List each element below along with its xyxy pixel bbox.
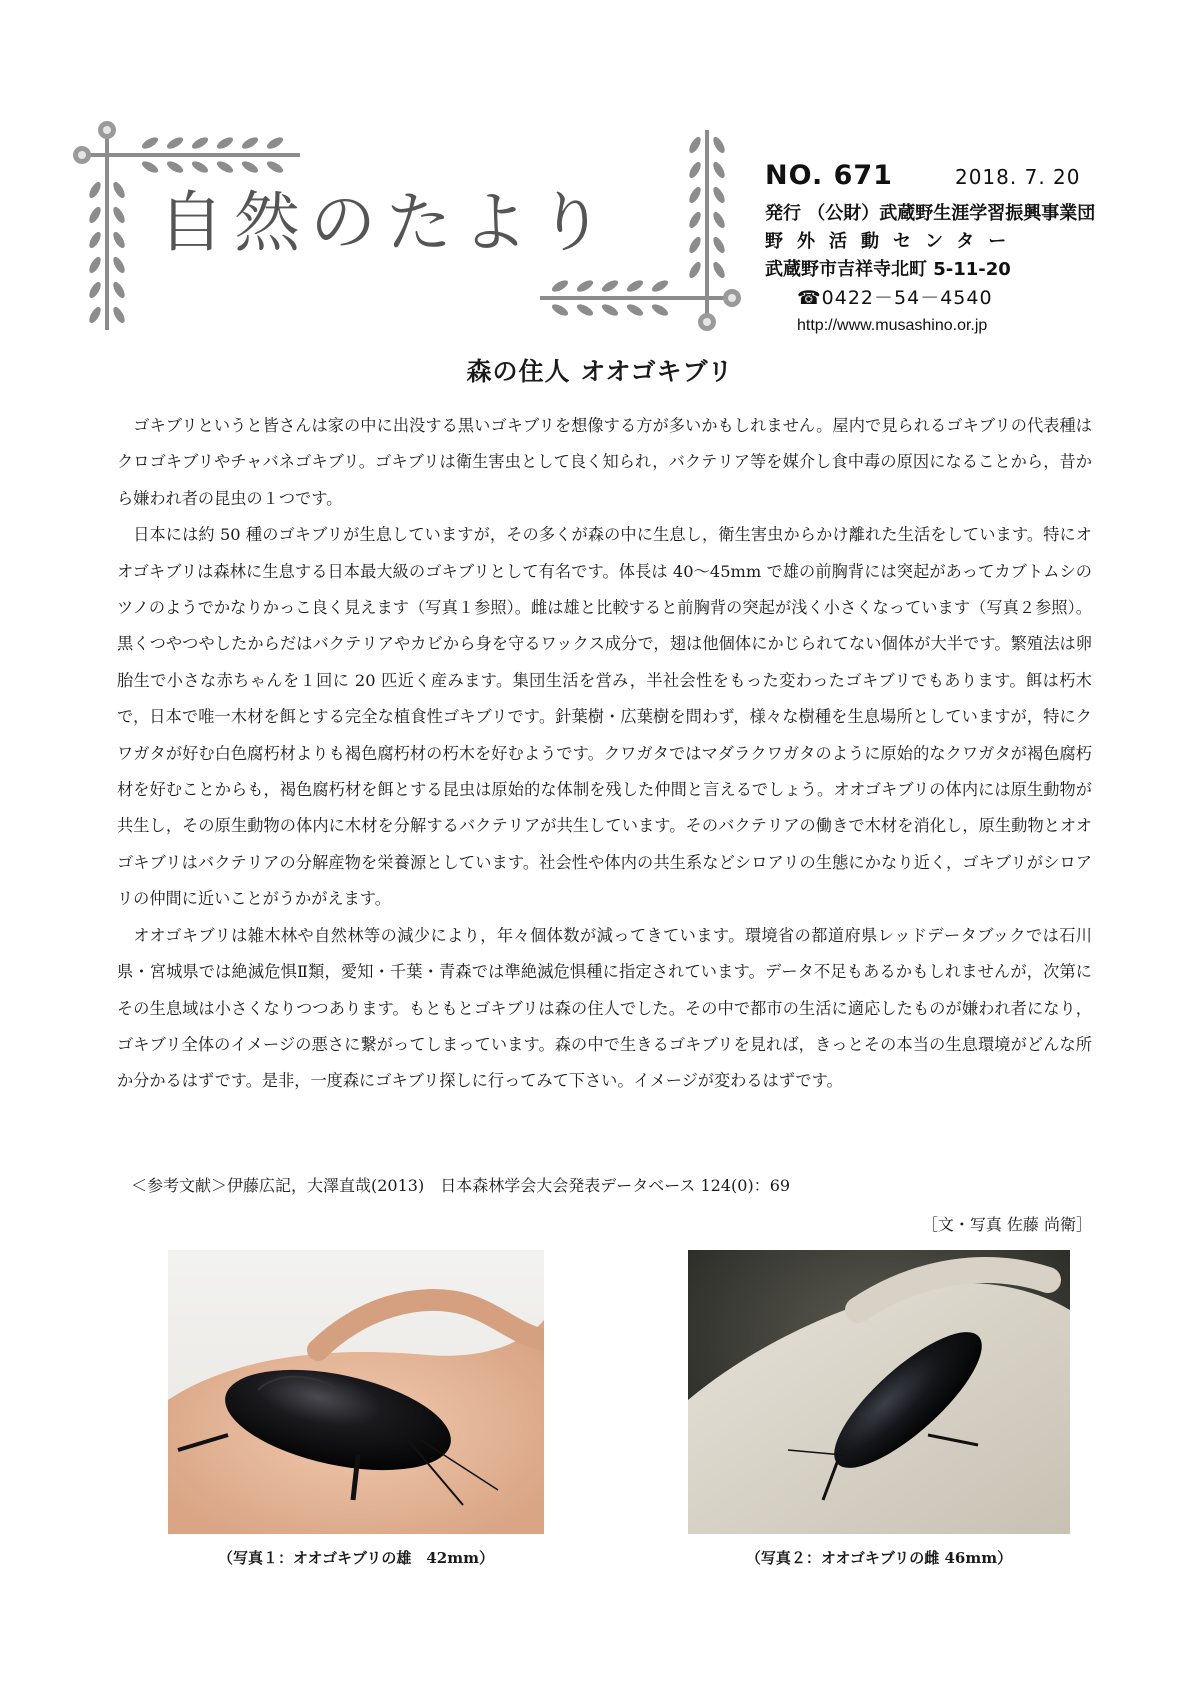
article-body [117,408,1092,1100]
author-credit: ［文・写真 佐藤 尚衛］ [921,1215,1092,1234]
issue-date: 2018. 7. 20 [954,165,1081,189]
reference-citation: ＜参考文献＞伊藤広記，大澤直哉(2013) 日本森林学会大会発表データベース 124(0)：69 [131,1176,791,1195]
photo-caption: （写真１：オオゴキブリの雄 42mm） [218,1549,494,1567]
issue-number: NO. 671 [765,160,893,191]
article-paragraph: ゴキブリというと皆さんは家の中に出没する黒いゴキブリを想像する方が多いかもしれません。屋内で見られるゴキブリの代表種はクロゴキブリやチャバネゴキブリ。ゴキブリは衛生害虫として良く知られ，バクテリア等を媒介し食中毒の原因になることから，昔から嫌われ者の昆虫の１つです。 [117,416,1092,508]
photo-male-cockroach [168,1250,544,1534]
issue-info [765,160,1165,340]
center-name: 野外活動センター [765,231,1021,252]
photo-female-cockroach [688,1250,1070,1534]
article-paragraph: 日本には約 50 種のゴキブリが生息していますが，その多くが森の中に生息し，衛生害虫からかけ離れた生活をしています。特にオオゴキブリは森林に生息する日本最大級のゴキブリとして有名です。体長は 40～45mm で雄の前胸背には突起があってカブトムシのツノのようでかなりかっこ良く見えます（写真１参照）。雌は雄と比較すると前胸背の突起が浅く小さくなっています（写真２参照）。黒くつやつやしたからだはバクテリアやカビから身を守るワックス成分で，翅は他個体にかじられてない個体が大半です。繁殖法は卵胎生で小さな赤ちゃんを１回に 20 匹近く産みます。集団生活を営み，半社会性をもった変わったゴキブリでもあります。餌は朽木で，日本で唯一木材を餌とする完全な植食性ゴキブリです。針葉樹・広葉樹を問わず，様々な樹種を生息場所としていますが，特にクワガタが好む白色腐朽材よりも褐色腐朽材の朽木を好むようです。クワガタではマダラクワガタのように原始的なクワガタが褐色腐朽材を好むことからも，褐色腐朽材を餌とする昆虫は原始的な体制を残した仲間と言えるでしょう。オオゴキブリの体内には原生動物が共生し，その原生動物の体内に木材を分解するバクテリアが共生しています。そのバクテリアの働きで木材を消化し，原生動物とオオゴキブリはバクテリアの分解産物を栄養源としています。社会性や体内の共生系などシロアリの生態にかなり近く，ゴキブリがシロアリの仲間に近いことがうかがえます。 [117,525,1092,909]
photo-caption: （写真２：オオゴキブリの雌 46mm） [745,1549,1013,1567]
address: 武蔵野市吉祥寺北町 5-11-20 [765,259,1011,280]
article-title: 森の住人 オオゴキブリ [466,357,734,386]
article-paragraph: オオゴキブリは雑木林や自然林等の減少により，年々個体数が減ってきています。環境省の都道府県レッドデータブックでは石川県・宮城県では絶滅危惧Ⅱ類，愛知・千葉・青森では準絶滅危惧種に指定されています。データ不足もあるかもしれませんが，次第にその生息域は小さくなりつつあります。もともとゴキブリは森の住人でした。その中で都市の生活に適応したものが嫌われ者になり，ゴキブリ全体のイメージの悪さに繋がってしまっています。森の中で生きるゴキブリを見れば，きっとその本当の生息環境がどんな所か分かるはずです。是非，一度森にゴキブリ探しに行ってみて下さい。イメージが変わるはずです。 [117,925,1092,1091]
website-url[interactable]: http://www.musashino.or.jp [797,317,988,334]
publisher: 発行 （公財）武蔵野生涯学習振興事業団 [765,203,1096,224]
newsletter-title: 自然のたより [158,184,614,261]
masthead [0,0,1200,340]
phone-number: ☎0422－54－4540 [797,287,993,309]
laurel-frame-ornament [0,0,760,340]
